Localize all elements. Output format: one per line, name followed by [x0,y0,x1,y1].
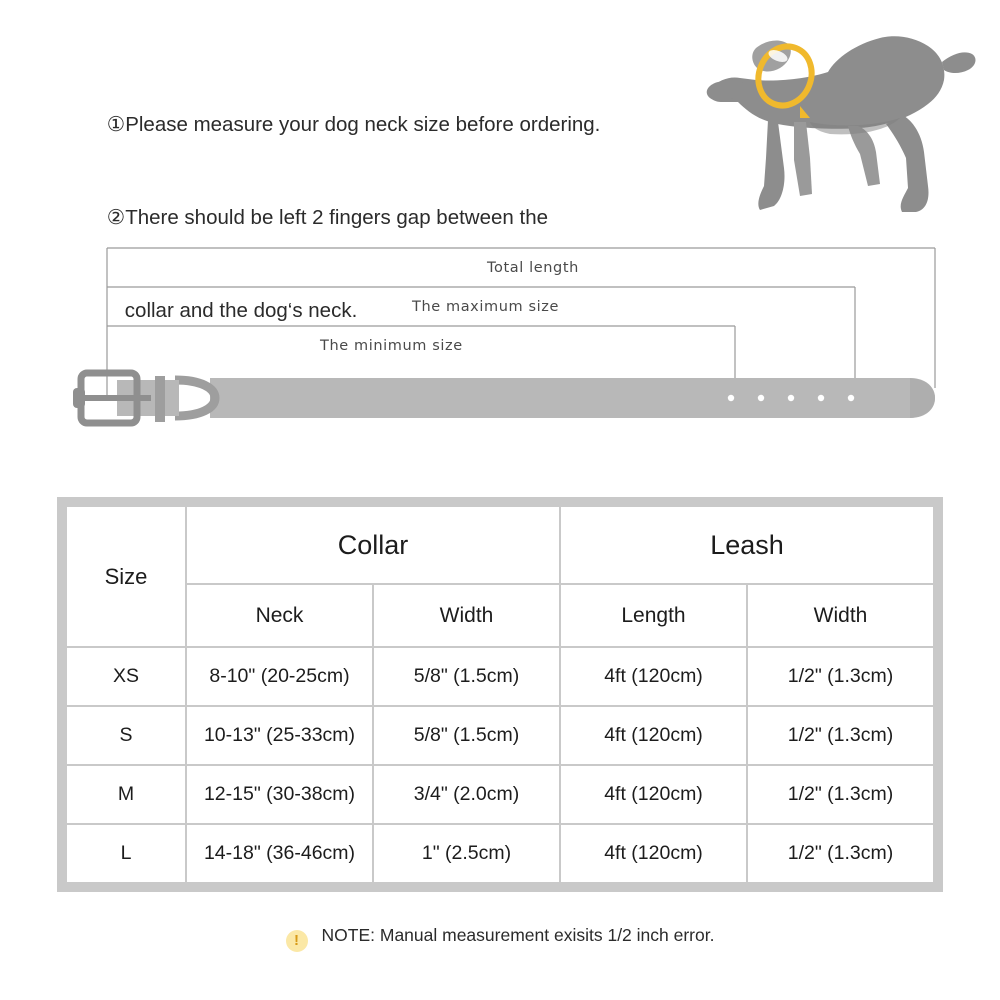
cell-collar-width: 5/8" (1.5cm) [373,706,560,765]
dog-collar-icon [210,378,935,418]
header-leash-length: Length [560,584,747,647]
measurement-note [0,925,1000,952]
d-ring-icon [175,380,215,416]
cell-leash-length: 4ft (120cm) [560,824,747,883]
cell-leash-width: 1/2" (1.3cm) [747,765,934,824]
header-collar: Collar [186,506,560,584]
size-table [65,505,935,884]
instruction-text-2: There should be left 2 fingers gap between the [125,206,548,229]
table-row [66,824,934,883]
header-leash: Leash [560,506,934,584]
header-collar-neck: Neck [186,584,373,647]
cell-collar-neck: 12-15" (30-38cm) [186,765,373,824]
table-row [66,765,934,824]
note-text: NOTE: Manual measurement exisits 1/2 inch error. [321,925,715,945]
table-row [66,706,934,765]
cell-leash-length: 4ft (120cm) [560,765,747,824]
exclamation-icon: ! [286,930,308,952]
cell-leash-width: 1/2" (1.3cm) [747,824,934,883]
table-header-row-1 [66,506,934,584]
header-collar-width: Width [373,584,560,647]
instruction-text-3: collar and the dog‘s neck. [124,299,358,322]
cell-collar-width: 5/8" (1.5cm) [373,647,560,706]
instruction-marker-2: ② [106,206,126,229]
cell-size: S [66,706,186,765]
dimension-label-minimum-size: The minimum size [313,338,470,354]
size-chart-table [57,497,943,892]
cell-leash-width: 1/2" (1.3cm) [747,647,934,706]
cell-collar-width: 1" (2.5cm) [373,824,560,883]
table-header-row-2 [66,584,934,647]
cell-size: M [66,765,186,824]
instruction-line-1 [84,78,704,171]
header-size: Size [66,506,186,647]
header-leash-width: Width [747,584,934,647]
dimension-label-total-length: Total length [480,260,586,276]
instruction-text-1: Please measure your dog neck size before ordering. [125,113,601,136]
cell-collar-neck: 14-18" (36-46cm) [186,824,373,883]
cell-size: XS [66,647,186,706]
cell-collar-width: 3/4" (2.0cm) [373,765,560,824]
dog-illustration [660,18,990,233]
cell-leash-length: 4ft (120cm) [560,647,747,706]
dog-silhouette-icon [707,36,976,212]
cell-leash-width: 1/2" (1.3cm) [747,706,934,765]
cell-leash-length: 4ft (120cm) [560,706,747,765]
cell-collar-neck: 8-10" (20-25cm) [186,647,373,706]
instruction-marker-1: ① [106,113,126,136]
table-row [66,647,934,706]
cell-collar-neck: 10-13" (25-33cm) [186,706,373,765]
belt-buckle-icon [73,373,151,423]
dimension-label-maximum-size: The maximum size [405,299,566,315]
cell-size: L [66,824,186,883]
collar-diagram [55,238,955,458]
